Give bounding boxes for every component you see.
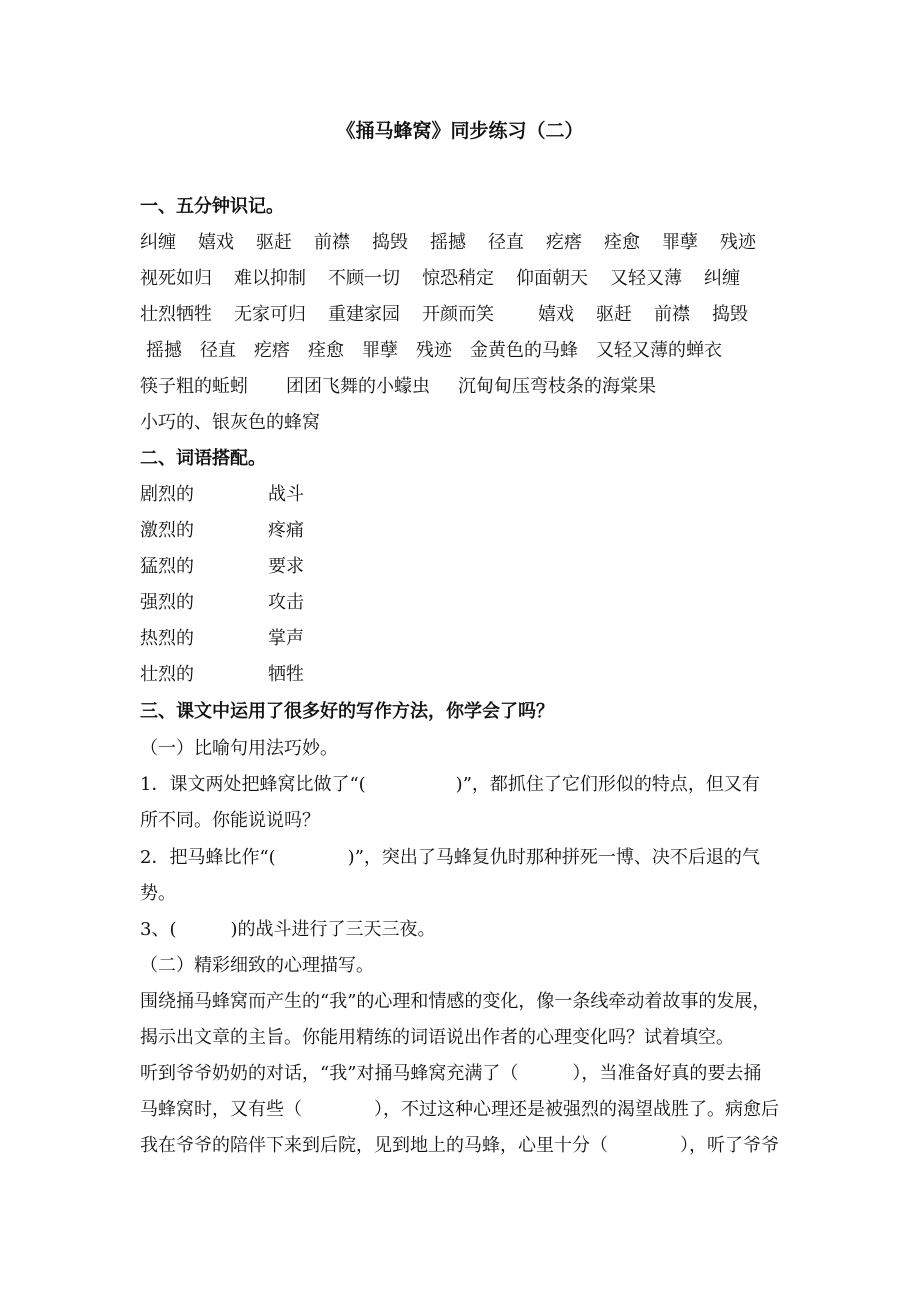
vocab-row-3 [140,300,770,326]
section1-heading: 一、五分钟识记。 [140,196,284,217]
pair-right-1: 战斗 [268,484,304,505]
question-1-line-2: 所不同。你能说说吗？ [140,810,320,831]
pair-right-4: 攻击 [268,592,304,613]
vocab-word: 惊恐稍定 [422,268,494,289]
vocab-word: 残迹 [416,340,452,361]
vocab-word: 前襟 [314,232,350,253]
vocab-word: 纠缠 [140,232,176,253]
vocab-word: 摇撼 [430,232,466,253]
pair-right-6: 牺牲 [268,664,304,685]
vocab-word: 驱赶 [256,232,292,253]
paragraph-2-line-2: 马蜂窝时，又有些（ ），不过这种心理还是被强烈的渴望战胜了。病愈后 [140,1099,779,1120]
vocab-word: 嬉戏 [198,232,234,253]
paragraph-2-line-1: 听到爷爷奶奶的对话，“我”对捅马蜂窝充满了（ ），当准备好真的要去捅 [140,1063,762,1084]
vocab-word: 径直 [200,340,236,361]
vocab-word: 开颜而笑 [422,304,494,325]
pair-right-3: 要求 [268,556,304,577]
vocab-word: 痊愈 [604,232,640,253]
vocab-word: 纠缠 [704,268,740,289]
vocab-word: 摇撼 [146,340,182,361]
pair-left-3: 猛烈的 [140,556,194,577]
vocab-row-5 [140,372,678,398]
vocab-word: 难以抑制 [234,268,306,289]
pair-left-1: 剧烈的 [140,484,194,505]
vocab-word: 筷子粗的蚯蚓 [140,376,248,397]
vocab-row-1 [140,228,778,254]
vocab-word: 嬉戏 [538,304,574,325]
vocab-row-2 [140,264,762,290]
vocab-row-6 [140,408,342,434]
subsection-2-heading: （二）精彩细致的心理描写。 [140,955,374,976]
paragraph-1-line-1: 围绕捅马蜂窝而产生的“我”的心理和情感的变化，像一条线牵动着故事的发展， [140,991,771,1012]
vocab-word: 视死如归 [140,268,212,289]
question-2-line-2: 势。 [140,883,176,904]
vocab-word: 不顾一切 [328,268,400,289]
vocab-word: 又轻又薄的蝉衣 [596,340,722,361]
pair-left-2: 激烈的 [140,520,194,541]
vocab-word: 驱赶 [596,304,632,325]
vocab-row-4 [146,336,744,362]
vocab-word: 痊愈 [308,340,344,361]
pair-left-5: 热烈的 [140,628,194,649]
vocab-word: 团团飞舞的小蠓虫 [286,376,430,397]
vocab-word: 残迹 [720,232,756,253]
vocab-word: 无家可归 [234,304,306,325]
vocab-word: 捣毁 [372,232,408,253]
vocab-word: 又轻又薄 [610,268,682,289]
vocab-word: 疙瘩 [546,232,582,253]
pair-left-4: 强烈的 [140,592,194,613]
subsection-1-heading: （一）比喻句用法巧妙。 [140,738,338,759]
paragraph-2-line-3: 我在爷爷的陪伴下来到后院，见到地上的马蜂，心里十分（ ），听了爷爷 [140,1135,779,1156]
vocab-word: 径直 [488,232,524,253]
vocab-word: 罪孽 [662,232,698,253]
pair-left-6: 壮烈的 [140,664,194,685]
question-3: 3、( )的战斗进行了三天三夜。 [140,919,436,940]
vocab-word: 沉甸甸压弯枝条的海棠果 [458,376,656,397]
vocab-word: 重建家园 [328,304,400,325]
page-title: 《捅马蜂窝》同步练习（二） [336,120,584,142]
section3-heading: 三、课文中运用了很多好的写作方法，你学会了吗？ [140,701,554,722]
vocab-word: 前襟 [654,304,690,325]
vocab-word: 仰面朝天 [516,268,588,289]
vocab-word: 疙瘩 [254,340,290,361]
question-2-line-1: 2．把马蜂比作“( )”，突出了马蜂复仇时那种拼死一博、决不后退的气 [140,847,760,868]
pair-right-5: 掌声 [268,628,304,649]
vocab-word: 捣毁 [712,304,748,325]
section2-heading: 二、词语搭配。 [140,448,266,469]
vocab-word: 壮烈牺牲 [140,304,212,325]
vocab-word: 小巧的、银灰色的蜂窝 [140,412,320,433]
pair-right-2: 疼痛 [268,520,304,541]
paragraph-1-line-2: 揭示出文章的主旨。你能用精练的词语说出作者的心理变化吗？试着填空。 [140,1027,734,1048]
vocab-word: 金黄色的马蜂 [470,340,578,361]
question-1-line-1: 1．课文两处把蜂窝比做了“( )”，都抓住了它们形似的特点，但又有 [140,774,760,795]
vocab-word: 罪孽 [362,340,398,361]
